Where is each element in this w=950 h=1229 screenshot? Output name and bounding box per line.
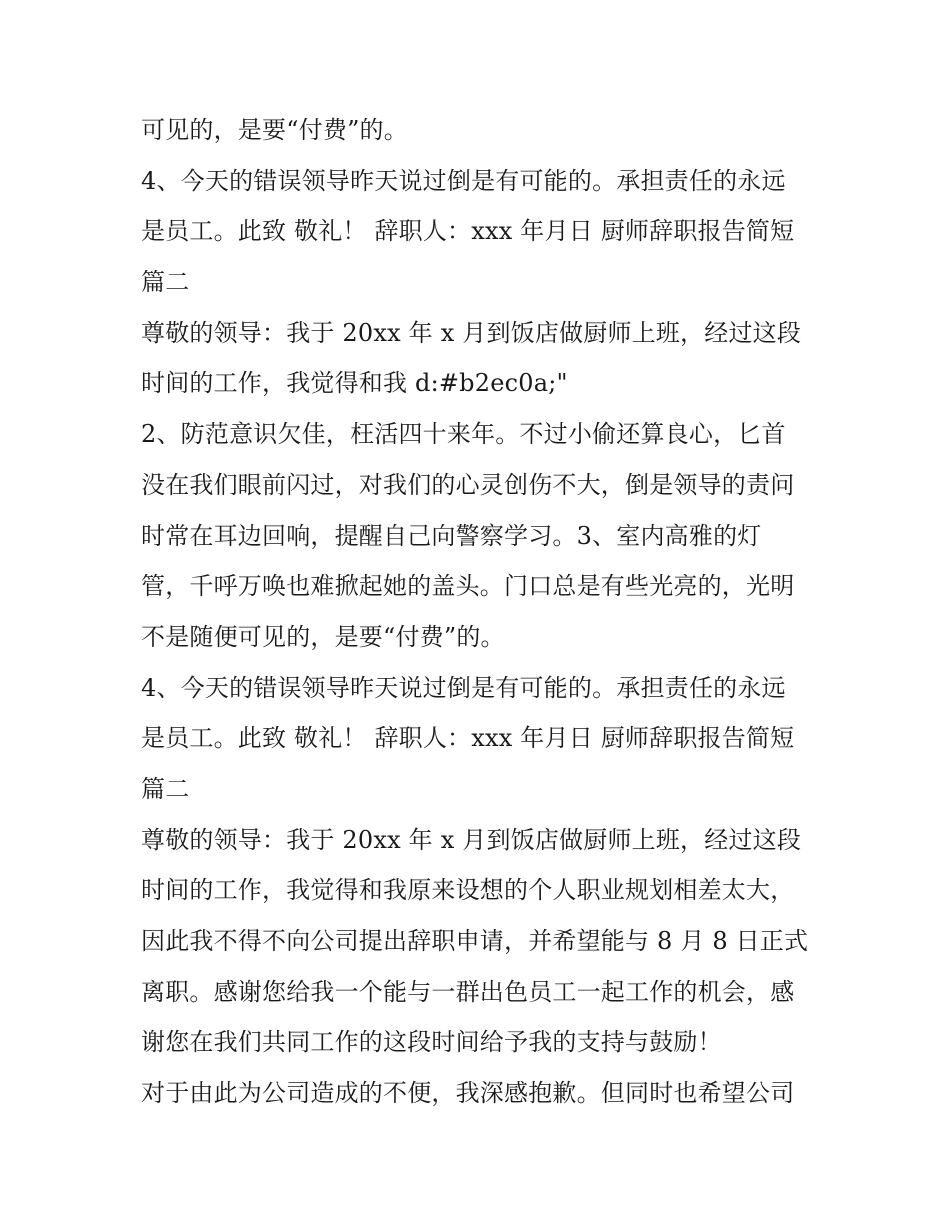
text-line: 是员工。此致 敬礼！ 辞职人：xxx 年月日 厨师辞职报告简短 bbox=[141, 217, 795, 246]
section-heading: 篇二 bbox=[141, 268, 190, 297]
text-line: 不是随便可见的，是要“付费”的。 bbox=[141, 622, 505, 651]
text-line: 时间的工作，我觉得和我 d:#b2ec0a;" bbox=[141, 369, 568, 398]
text-line: 是员工。此致 敬礼！ 辞职人：xxx 年月日 厨师辞职报告简短 bbox=[141, 724, 795, 753]
text-line: 4、今天的错误领导昨天说过倒是有可能的。承担责任的永远 bbox=[141, 673, 786, 702]
section-heading: 篇二 bbox=[141, 774, 190, 803]
text-line: 对于由此为公司造成的不便，我深感抱歉。但同时也希望公司 bbox=[141, 1079, 795, 1108]
text-line: 时常在耳边回响，提醒自己向警察学习。3、室内高雅的灯 bbox=[141, 521, 762, 550]
text-line: 4、今天的错误领导昨天说过倒是有可能的。承担责任的永远 bbox=[141, 166, 786, 195]
text-line: 没在我们眼前闪过，对我们的心灵创伤不大，倒是领导的责问 bbox=[141, 470, 795, 499]
document-body bbox=[141, 105, 821, 1119]
text-line: 尊敬的领导：我于 20xx 年 x 月到饭店做厨师上班，经过这段 bbox=[141, 825, 802, 854]
text-line: 时间的工作，我觉得和我原来设想的个人职业规划相差太大， bbox=[141, 876, 795, 905]
text-line: 离职。感谢您给我一个能与一群出色员工一起工作的机会，感 bbox=[141, 977, 795, 1006]
text-line: 2、防范意识欠佳，枉活四十来年。不过小偷还算良心，匕首 bbox=[141, 420, 786, 449]
text-line: 管，千呼万唤也难掀起她的盖头。门口总是有些光亮的，光明 bbox=[141, 572, 795, 601]
text-line: 尊敬的领导：我于 20xx 年 x 月到饭店做厨师上班，经过这段 bbox=[141, 318, 802, 347]
text-line: 可见的，是要“付费”的。 bbox=[141, 116, 408, 144]
text-line: 因此我不得不向公司提出辞职申请，并希望能与 8 月 8 日正式 bbox=[141, 927, 809, 955]
text-line: 谢您在我们共同工作的这段时间给予我的支持与鼓励！ bbox=[141, 1028, 722, 1057]
